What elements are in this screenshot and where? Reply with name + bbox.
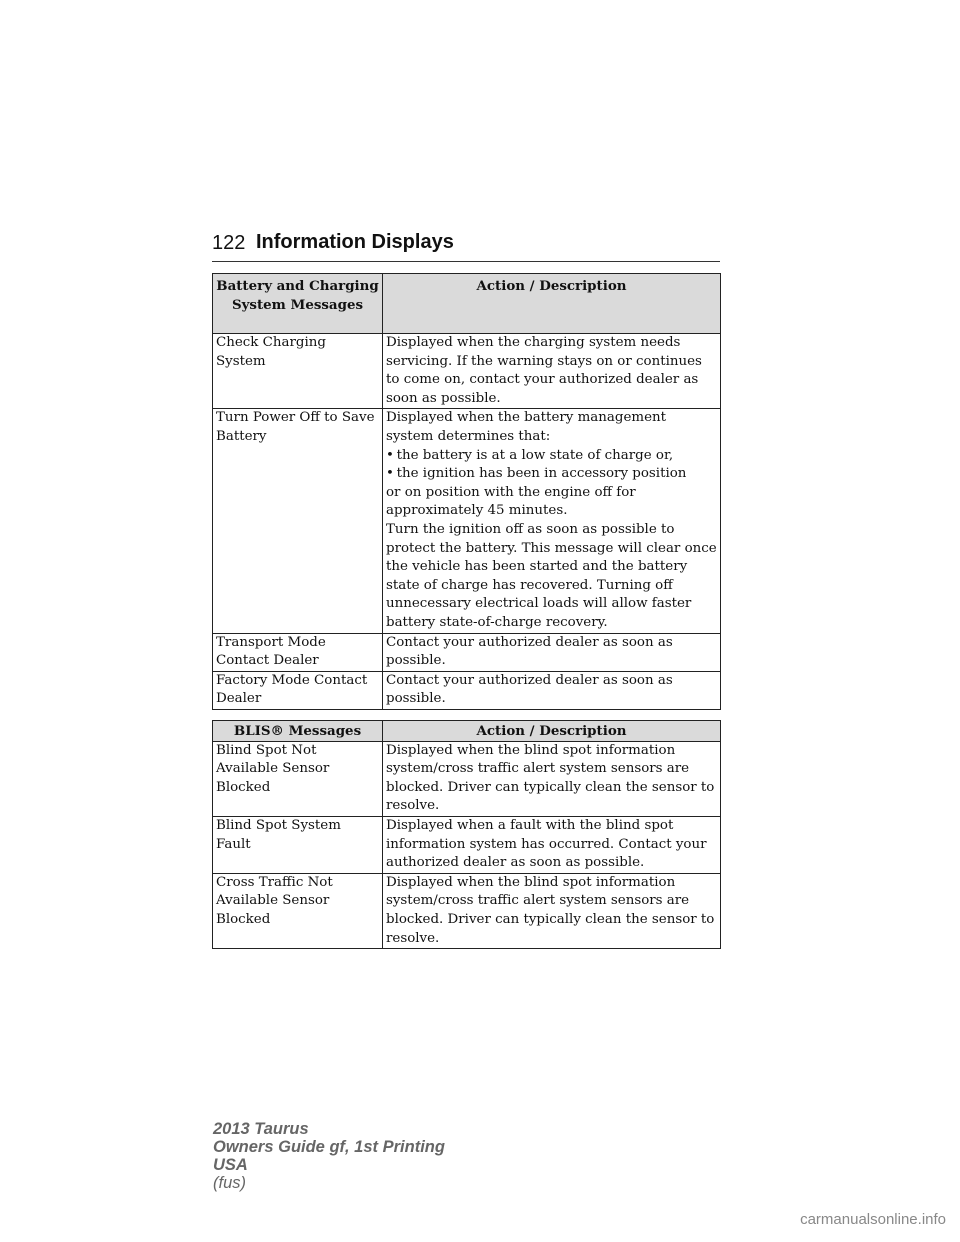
message-cell: Turn Power Off to Save Battery <box>213 409 383 633</box>
description-cell: Contact your authorized dealer as soon as possible. <box>383 633 721 671</box>
table-header-row <box>213 274 721 334</box>
footer-model: 2013 Taurus <box>213 1120 309 1138</box>
table-row <box>213 816 721 873</box>
description-cell: Displayed when a fault with the blind spot information system has occurred. Contact your authorized dealer as soon as possible. <box>383 816 721 873</box>
table-row <box>213 334 721 409</box>
description-intro: Displayed when the battery management system determines that: <box>386 410 667 444</box>
message-cell: Cross Traffic Not Available Sensor Blocked <box>213 873 383 948</box>
page-number: 122 <box>212 232 246 254</box>
message-cell: Blind Spot System Fault <box>213 816 383 873</box>
bullet-icon: • <box>386 447 394 463</box>
description-cell: Displayed when the blind spot information system/cross traffic alert system sensors are blocked. Driver can typically clean the sensor to resolve. <box>383 873 721 948</box>
message-cell: Check Charging System <box>213 334 383 409</box>
watermark: carmanualsonline.info <box>800 1211 946 1228</box>
footer-guide: Owners Guide gf, 1st Printing <box>213 1138 445 1156</box>
section-title: Information Displays <box>256 231 454 253</box>
bullet-icon: • <box>386 466 394 482</box>
blis-messages-table <box>212 720 721 949</box>
description-cell: Contact your authorized dealer as soon as possible. <box>383 671 721 709</box>
bullet-item: • the battery is at a low state of charge or, <box>386 447 674 463</box>
description-continuation: or on position with the engine off for approximately 45 minutes. <box>386 484 636 519</box>
description-cell: Displayed when the charging system needs servicing. If the warning stays on or continues to come on, contact your authorized dealer as soon as possible. <box>383 334 721 409</box>
column-header-messages: BLIS® Messages <box>213 721 383 742</box>
message-cell: Transport Mode Contact Dealer <box>213 633 383 671</box>
table-header-row <box>213 721 721 742</box>
battery-messages-table <box>212 273 721 710</box>
table-row <box>213 671 721 709</box>
table-row <box>213 873 721 948</box>
page-header <box>212 230 720 262</box>
document-footer <box>213 1120 445 1192</box>
description-cell: Displayed when the blind spot information system/cross traffic alert system sensors are blocked. Driver can typically clean the sensor to resolve. <box>383 741 721 816</box>
message-cell: Blind Spot Not Available Sensor Blocked <box>213 741 383 816</box>
message-cell: Factory Mode Contact Dealer <box>213 671 383 709</box>
column-header-action: Action / Description <box>383 274 721 334</box>
column-header-action: Action / Description <box>383 721 721 742</box>
description-cell <box>383 409 721 633</box>
table-row <box>213 633 721 671</box>
bullet-item: • the ignition has been in accessory position <box>386 466 687 482</box>
table-row <box>213 409 721 633</box>
description-end: Turn the ignition off as soon as possible to protect the battery. This message will clear once the vehicle has been started and the battery state of charge has recovered. Turning off unnecessary electrical loads will allow faster battery state-of-charge recovery. <box>386 521 717 630</box>
column-header-messages: Battery and Charging System Messages <box>213 274 383 334</box>
table-row <box>213 741 721 816</box>
footer-region: USA (fus) <box>213 1156 248 1192</box>
